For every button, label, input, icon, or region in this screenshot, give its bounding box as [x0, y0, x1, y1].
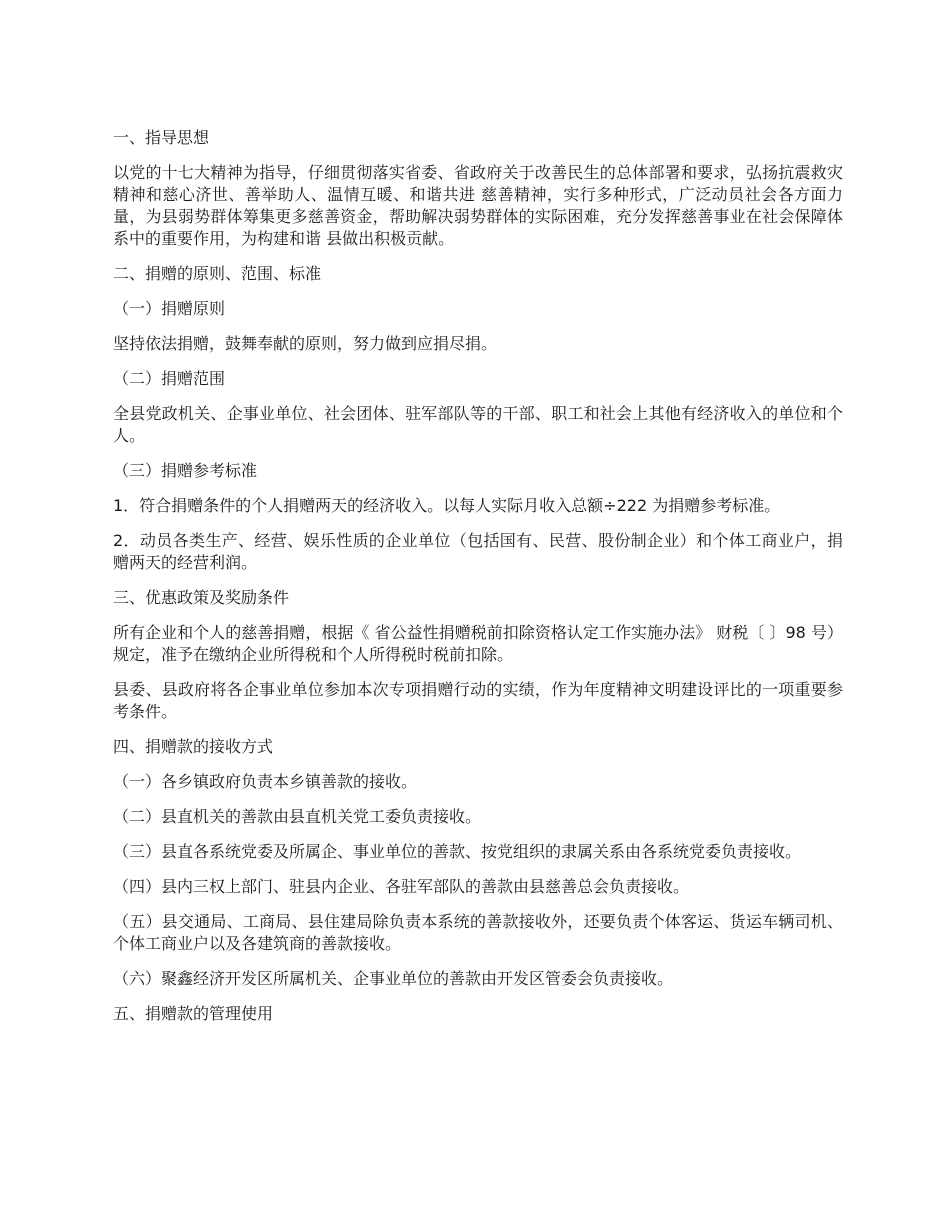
list-item-receiving-3: （三）县直各系统党委及所属企、事业单位的善款、按党组织的隶属关系由各系统党委负责接收。: [113, 842, 802, 861]
list-item-receiving-4: （四）县内三权上部门、驻县内企业、各驻军部队的善款由县慈善总会负责接收。: [113, 877, 690, 896]
subheading-standard: （三）捐赠参考标准: [113, 461, 258, 480]
paragraph-principle: 坚持依法捐赠，鼓舞奉献的原则，努力做到应捐尽捐。: [113, 334, 498, 353]
section-heading-donation-principles: 二、捐赠的原则、范围、标准: [113, 264, 322, 283]
subheading-scope: （二）捐赠范围: [113, 369, 226, 388]
list-item-receiving-5: （五）县交通局、工商局、县住建局除负责本系统的善款接收外，还要负责个体客运、货运车辆司机、个体工商业户以及各建筑商的善款接收。: [113, 912, 843, 953]
document-body: [113, 127, 843, 1038]
list-item-receiving-1: （一）各乡镇政府负责本乡镇善款的接收。: [113, 772, 418, 791]
paragraph-scope: 全县党政机关、企事业单位、社会团体、驻军部队等的干部、职工和社会上其他有经济收入的单位和个人。: [113, 404, 843, 445]
section-heading-guiding-ideology: 一、指导思想: [113, 128, 210, 147]
list-item-receiving-2: （二）县直机关的善款由县直机关党工委负责接收。: [113, 807, 482, 826]
list-item-standard-2: 2．动员各类生产、经营、娱乐性质的企业单位（包括国有、民营、股份制企业）和个体工商业户，捐赠两天的经营利润。: [113, 531, 843, 572]
list-item-standard-1: 1．符合捐赠条件的个人捐赠两天的经济收入。以每人实际月收入总额÷222 为捐赠参考标准。: [113, 496, 781, 515]
section-heading-management: 五、捐赠款的管理使用: [113, 1004, 274, 1023]
section-heading-receiving-method: 四、捐赠款的接收方式: [113, 737, 274, 756]
section-heading-preferential-policy: 三、优惠政策及奖励条件: [113, 588, 290, 607]
subheading-principle: （一）捐赠原则: [113, 299, 226, 318]
list-item-receiving-6: （六）聚鑫经济开发区所属机关、企事业单位的善款由开发区管委会负责接收。: [113, 969, 674, 988]
paragraph-guiding-ideology: 以党的十七大精神为指导，仔细贯彻落实省委、省政府关于改善民生的总体部署和要求，弘扬抗震救灾精神和慈心济世、善举助人、温情互暖、和谐共进 慈善精神，实行多种形式，广泛动员社会各方面力量，为县弱势群体筹集更多慈善资金，帮助解决弱势群体的实际困难，充分发挥慈善事业在社会保障体系中的重要作用，为构建和谐 县做出积极贡献。: [113, 163, 843, 248]
paragraph-evaluation: 县委、县政府将各企事业单位参加本次专项捐赠行动的实绩，作为年度精神文明建设评比的一项重要参考条件。: [113, 680, 843, 721]
paragraph-tax-deduction: 所有企业和个人的慈善捐赠，根据《 省公益性捐赠税前扣除资格认定工作实施办法》 财税〔 〕98 号）规定，准予在缴纳企业所得税和个人所得税时税前扣除。: [113, 623, 843, 664]
